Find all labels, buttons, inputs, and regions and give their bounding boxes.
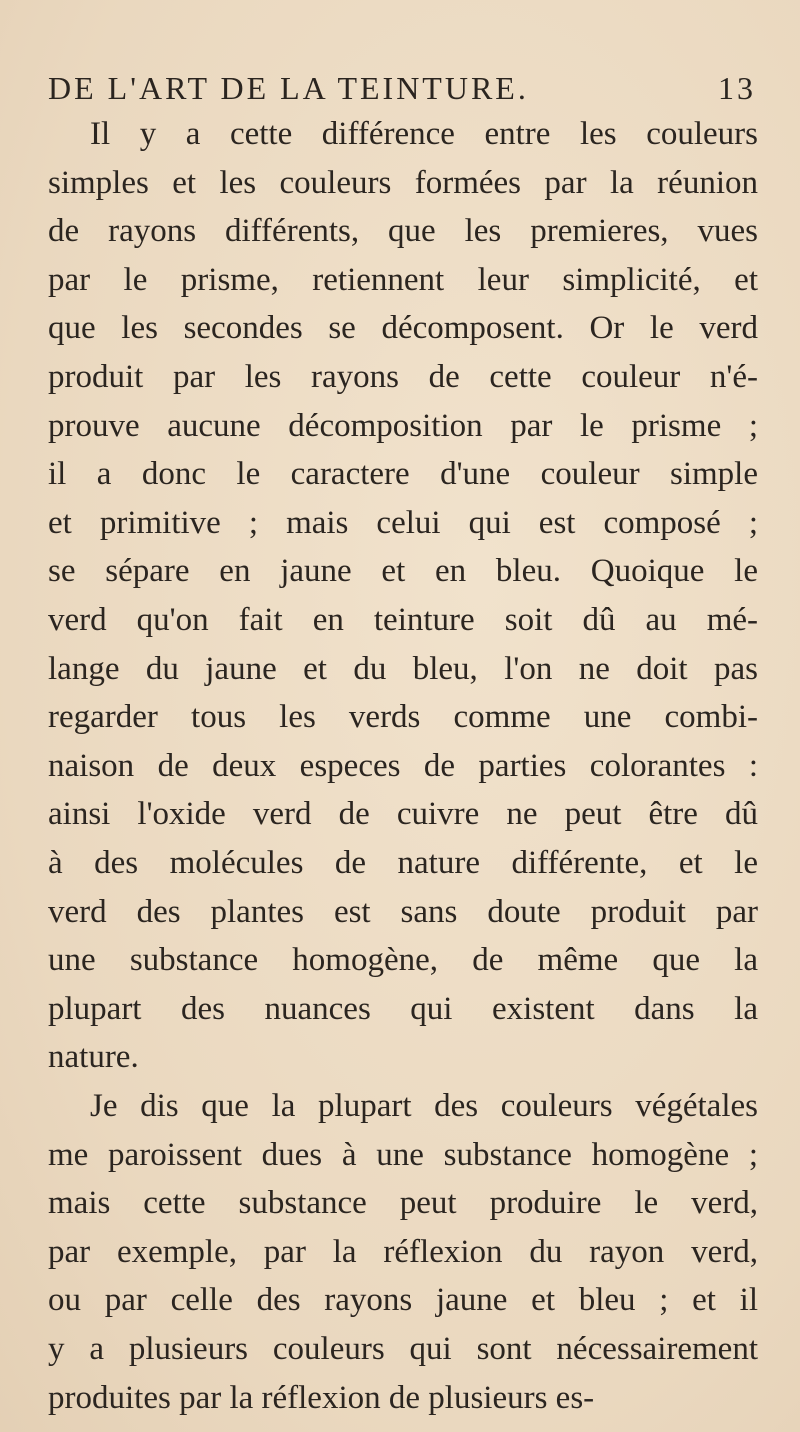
text-line: simples et les couleurs formées par la réunion <box>48 165 758 201</box>
text-line: par exemple, par la réflexion du rayon verd, <box>48 1234 758 1270</box>
text-line: naison de deux especes de parties colorantes : <box>48 748 758 784</box>
text-line: une substance homogène, de même que la <box>48 942 758 978</box>
text-line: verd des plantes est sans doute produit par <box>48 894 758 930</box>
text-line: ainsi l'oxide verd de cuivre ne peut être dû <box>48 796 758 832</box>
text-line: et primitive ; mais celui qui est composé ; <box>48 505 758 541</box>
text-line: produit par les rayons de cette couleur n'é- <box>48 359 758 395</box>
text-line: plupart des nuances qui existent dans la <box>48 991 758 1027</box>
text-line: Il y a cette différence entre les couleurs <box>90 116 758 152</box>
text-line: il a donc le caractere d'une couleur simple <box>48 456 758 492</box>
text-line: y a plusieurs couleurs qui sont nécessairement <box>48 1331 758 1367</box>
text-line: à des molécules de nature différente, et le <box>48 845 758 881</box>
text-line: produites par la réflexion de plusieurs es- <box>48 1380 595 1416</box>
running-title: DE L'ART DE LA TEINTURE. <box>48 70 529 106</box>
text-line: regarder tous les verds comme une combi- <box>48 699 758 735</box>
text-line: verd qu'on fait en teinture soit dû au mé- <box>48 602 758 638</box>
page-number: 13 <box>718 70 756 106</box>
text-line: se sépare en jaune et en bleu. Quoique le <box>48 553 758 589</box>
text-line: me paroissent dues à une substance homogène ; <box>48 1137 758 1173</box>
text-line: par le prisme, retiennent leur simplicité, et <box>48 262 758 298</box>
text-line: prouve aucune décomposition par le prisme ; <box>48 408 758 444</box>
text-line: mais cette substance peut produire le verd, <box>48 1185 758 1221</box>
text-line: de rayons différents, que les premieres, vues <box>48 213 758 249</box>
text-line: ou par celle des rayons jaune et bleu ; et il <box>48 1282 758 1318</box>
text-line: nature. <box>48 1039 139 1075</box>
text-line: que les secondes se décomposent. Or le verd <box>48 310 758 346</box>
text-line: Je dis que la plupart des couleurs végétales <box>90 1088 758 1124</box>
text-line: lange du jaune et du bleu, l'on ne doit pas <box>48 651 758 687</box>
